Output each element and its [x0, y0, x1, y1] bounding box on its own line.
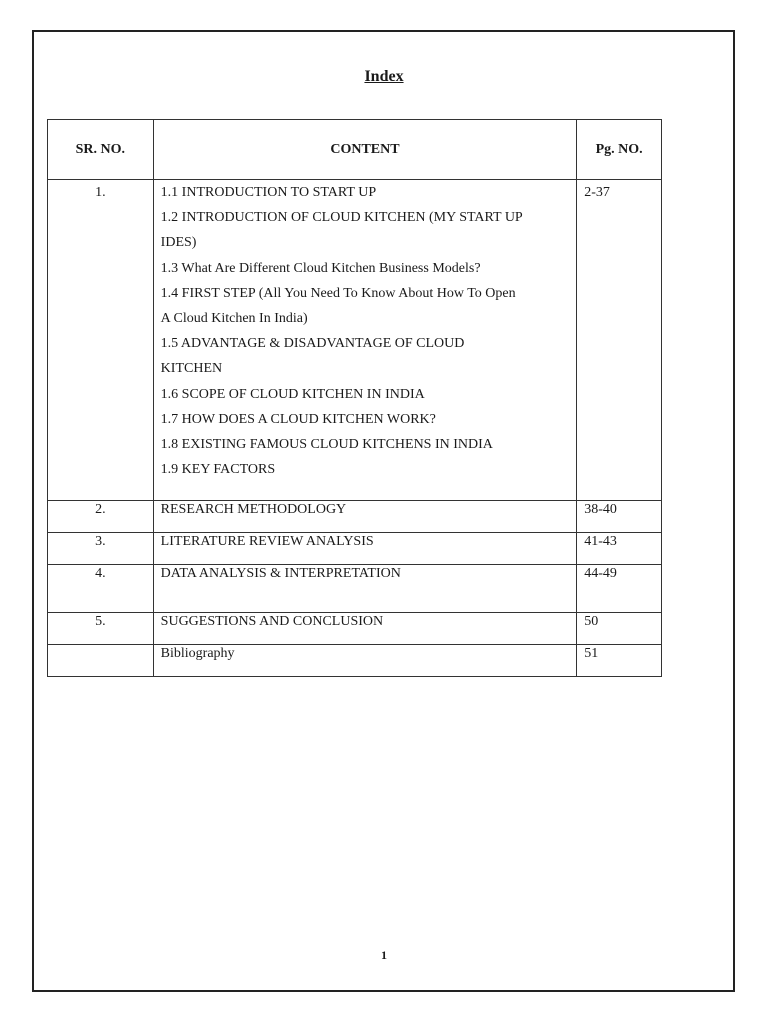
- header-sr-no: SR. NO.: [48, 120, 154, 180]
- content-line: IDES): [160, 235, 197, 251]
- content-line: 1.8 EXISTING FAMOUS CLOUD KITCHENS IN INDIA: [160, 437, 493, 453]
- pg-cell: 2-37: [577, 180, 662, 501]
- pg-cell: 44-49: [577, 565, 662, 613]
- table-row: [48, 645, 662, 677]
- sr-cell: 4.: [48, 565, 154, 613]
- content-line: 1.4 FIRST STEP (All You Need To Know About How To Open: [160, 285, 516, 301]
- content-lines: [161, 180, 570, 500]
- page-title: Index: [364, 68, 404, 85]
- pg-cell: 51: [577, 645, 662, 677]
- pg-cell: 41-43: [577, 533, 662, 565]
- content-line: 1.5 ADVANTAGE & DISADVANTAGE OF CLOUD: [160, 336, 465, 352]
- page-number: 1: [381, 948, 387, 962]
- table-row: [48, 565, 662, 613]
- content-line: A Cloud Kitchen In India): [160, 311, 308, 327]
- content-cell: SUGGESTIONS AND CONCLUSION: [153, 613, 577, 645]
- index-table: [47, 119, 662, 677]
- sr-cell: 5.: [48, 613, 154, 645]
- content-cell: [153, 180, 577, 501]
- content-cell: RESEARCH METHODOLOGY: [153, 501, 577, 533]
- header-content: CONTENT: [153, 120, 577, 180]
- content-line: 1.7 HOW DOES A CLOUD KITCHEN WORK?: [160, 411, 436, 427]
- pg-cell: 50: [577, 613, 662, 645]
- sr-cell: 2.: [48, 501, 154, 533]
- sr-cell: 1.: [48, 180, 154, 501]
- table-header-row: [48, 120, 662, 180]
- table-row: [48, 533, 662, 565]
- content-line: 1.2 INTRODUCTION OF CLOUD KITCHEN (MY START UP: [160, 210, 523, 226]
- content-cell: LITERATURE REVIEW ANALYSIS: [153, 533, 577, 565]
- sr-cell: 3.: [48, 533, 154, 565]
- table-row: [48, 180, 662, 501]
- content-line: 1.6 SCOPE OF CLOUD KITCHEN IN INDIA: [160, 386, 425, 402]
- pg-cell: 38-40: [577, 501, 662, 533]
- content-line: KITCHEN: [160, 361, 223, 377]
- table-row: [48, 613, 662, 645]
- header-pg-no: Pg. NO.: [577, 120, 662, 180]
- content-line: 1.9 KEY FACTORS: [160, 462, 276, 478]
- content-line: 1.3 What Are Different Cloud Kitchen Business Models?: [160, 260, 481, 276]
- content-cell: Bibliography: [153, 645, 577, 677]
- content-cell: DATA ANALYSIS & INTERPRETATION: [153, 565, 577, 613]
- sr-cell: [48, 645, 154, 677]
- content-line: 1.1 INTRODUCTION TO START UP: [160, 185, 377, 200]
- table-row: [48, 501, 662, 533]
